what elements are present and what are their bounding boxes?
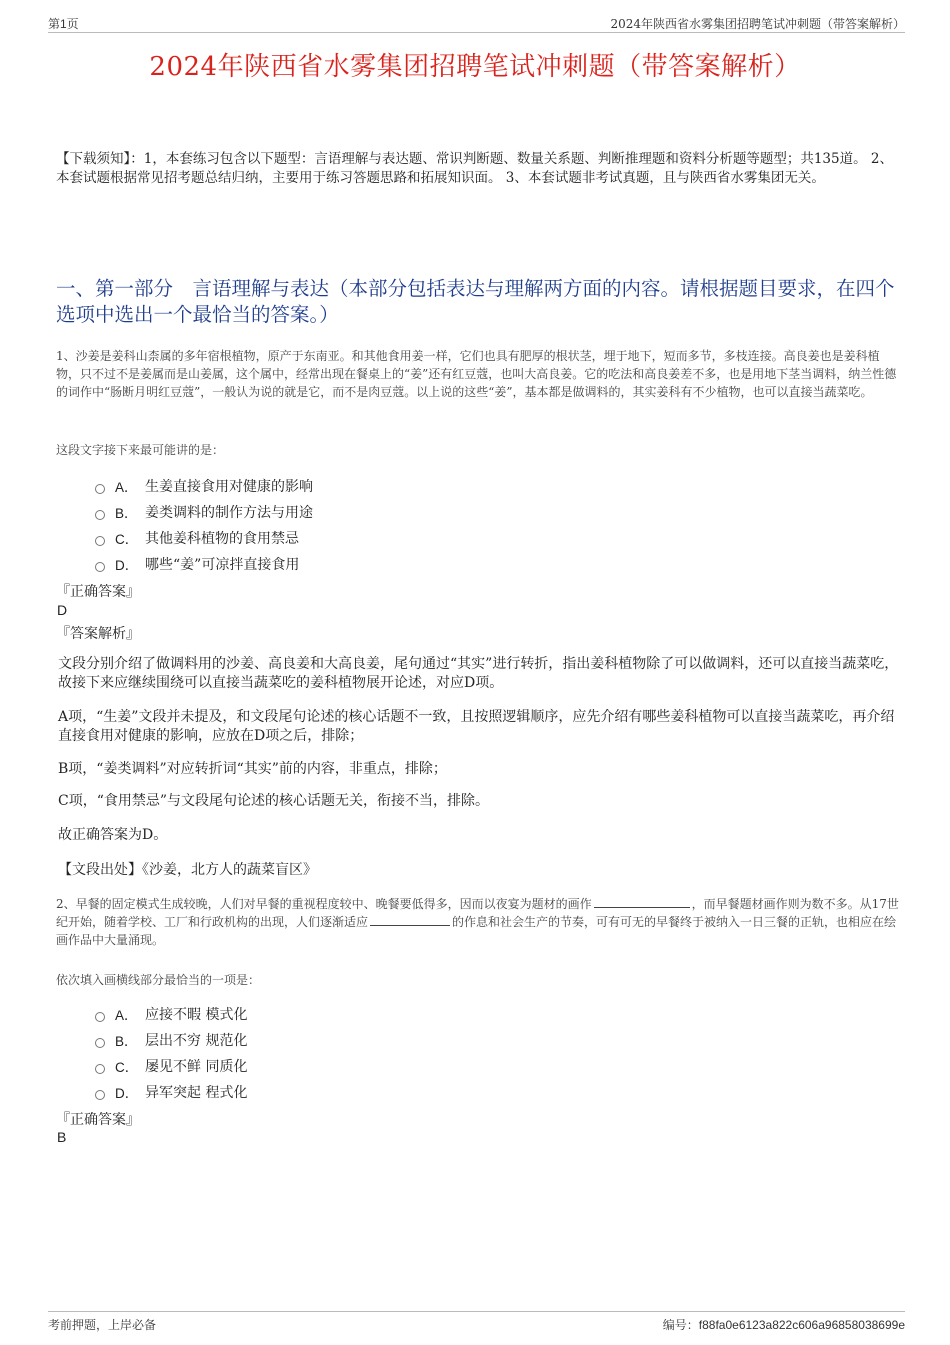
q1-stem: 1、沙姜是姜科山柰属的多年宿根植物，原产于东南亚。和其他食用姜一样，它们也具有肥厚的根状茎，埋于地下，短而多节，多枝连接。高良姜也是姜科植物，只不过不是姜属而是山姜属，这个属中，经常出现在餐桌上的“姜”还有红豆蔻，也叫大高良姜。它的吃法和高良姜差不多，也是用地下茎当调料，纳兰性德的词作中“肠断月明红豆蔻”，一般认为说的就是它，而不是肉豆蔻。以上说的这些“姜”，基本都是做调料的，其实姜科有不少植物，也可以直接当蔬菜吃。 [56,349,897,399]
download-notice: 【下载须知】：1，本套练习包含以下题型：言语理解与表达题、常识判断题、数量关系题、判断推理题和资料分析题等题型；共135道。 2、本套试题根据常见招考题总结归纳，主要用于练习答题思路和拓展知识面。 3、本套试题非考试真题，且与陕西省水雾集团无关。 [56,151,893,186]
q1-analysis-c: C项，“食用禁忌”与文段尾句论述的核心话题无关，衔接不当，排除。 [58,793,490,809]
radio-button[interactable] [95,510,105,520]
q2-answer: B [57,1129,67,1145]
q2-stem: 2、早餐的固定模式生成较晚，人们对早餐的重视程度较中、晚餐要低得多，因而以夜宴为题材的画作 ，而早餐题材画作则为数不多。从17世纪开始，随着学校、工厂和行政机构的出现，人们逐渐适应 的作息和社会生产的节奏，可有可无的早餐终于被纳入一日三餐的正轨，也相应在绘画作品中大量涌现。 [56,897,899,947]
q2-prompt: 依次填入画横线部分最恰当的一项是： [56,973,261,987]
q1-analysis-main: 文段分别介绍了做调料用的沙姜、高良姜和大高良姜，尾句通过“其实”进行转折，指出姜科植物除了可以做调料，还可以直接当蔬菜吃，故接下来应继续围绕可以直接当蔬菜吃的姜科植物展开论述，对应D项。 [58,656,899,691]
page-number: 第1页 [48,17,79,31]
radio-button[interactable] [95,1038,105,1048]
q1-option-c[interactable]: C． 其他姜科植物的食用禁忌 [95,525,515,551]
radio-button[interactable] [95,484,105,494]
q1-source: 【文段出处】《沙姜，北方人的蔬菜盲区》 [58,862,317,878]
radio-button[interactable] [95,536,105,546]
document-title: 2024年陕西省水雾集团招聘笔试冲刺题（带答案解析） [149,52,801,82]
radio-button[interactable] [95,1012,105,1022]
q2-option-c[interactable]: C． 屡见不鲜 同质化 [95,1053,515,1079]
q1-conclusion: 故正确答案为D。 [58,827,168,843]
page-footer [48,1311,905,1332]
q2-option-d[interactable]: D． 异军突起 程式化 [95,1079,515,1105]
q1-answer-label: 『正确答案』 [56,584,140,600]
q1-analysis-a: A项，“生姜”文段并未提及，和文段尾句论述的核心话题不一致，且按照逻辑顺序，应先介绍有哪些姜科植物可以直接当蔬菜吃，再介绍直接食用对健康的影响，应放在D项之后，排除； [58,709,895,744]
radio-button[interactable] [95,562,105,572]
q1-analysis-label: 『答案解析』 [56,626,140,642]
q1-options [95,473,515,577]
header-title: 2024年陕西省水雾集团招聘笔试冲刺题（带答案解析） [610,17,905,31]
q1-answer: D [57,602,68,618]
fill-blank-1[interactable] [594,896,690,908]
radio-button[interactable] [95,1064,105,1074]
section-heading: 一、第一部分 言语理解与表达（本部分包括表达与理解两方面的内容。请根据题目要求，在四个选项中选出一个最恰当的答案。） [56,277,895,326]
q2-option-b[interactable]: B． 层出不穷 规范化 [95,1027,515,1053]
q1-prompt: 这段文字接下来最可能讲的是： [56,443,225,457]
q1-option-d[interactable]: D． 哪些“姜”可凉拌直接食用 [95,551,515,577]
q2-option-a[interactable]: A． 应接不暇 模式化 [95,1001,515,1027]
fill-blank-2[interactable] [370,914,450,926]
q1-option-b[interactable]: B． 姜类调料的制作方法与用途 [95,499,515,525]
page-header [48,14,905,33]
q2-options [95,1001,515,1105]
q1-analysis-b: B项，“姜类调料”对应转折词“其实”前的内容，非重点，排除； [58,761,447,777]
footer-code: 编号：f88fa0e6123a822c606a96858038699e [662,1318,905,1332]
q2-answer-label: 『正确答案』 [56,1112,140,1128]
q1-option-a[interactable]: A． 生姜直接食用对健康的影响 [95,473,515,499]
radio-button[interactable] [95,1090,105,1100]
footer-slogan: 考前押题，上岸必备 [48,1318,157,1332]
